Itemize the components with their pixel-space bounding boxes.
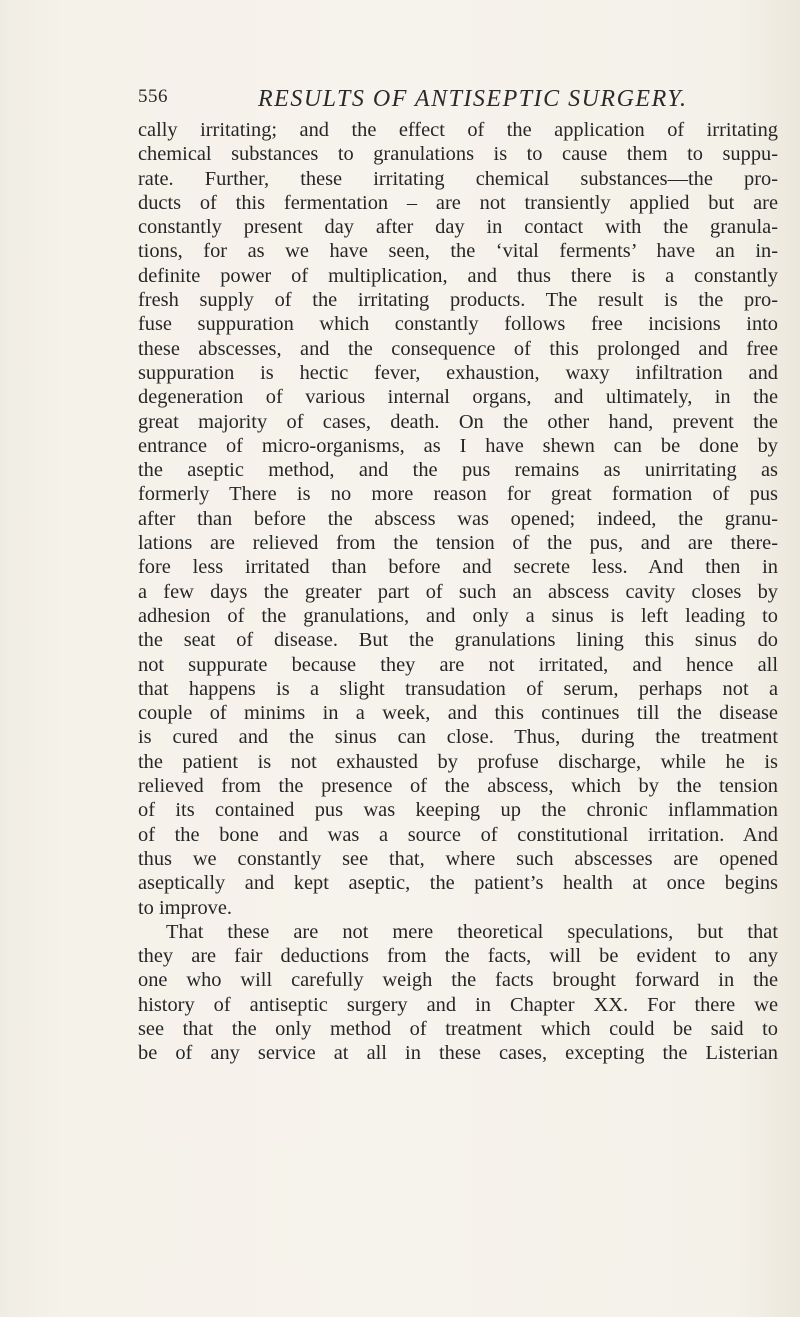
text-line: tions, for as we have seen, the ‘vital ferments’ have an in- [138, 240, 778, 263]
text-line: of its contained pus was keeping up the chronic inflammation [138, 799, 778, 822]
text-line: great majority of cases, death. On the other hand, prevent the [138, 410, 778, 433]
text-line: fresh supply of the irritating products. The result is the pro- [138, 289, 778, 312]
text-line: is cured and the sinus can close. Thus, during the treatment [138, 726, 778, 749]
text-line: not suppurate because they are not irritated, and hence all [138, 653, 778, 676]
text-line: relieved from the presence of the abscess, which by the tension [138, 775, 778, 798]
text-line: rate. Further, these irritating chemical substances—the pro- [138, 167, 778, 190]
text-line: they are fair deductions from the facts, will be evident to any [138, 945, 778, 968]
text-line: formerly There is no more reason for great formation of pus [138, 483, 778, 506]
text-line: of the bone and was a source of constitutional irritation. And [138, 823, 778, 846]
text-line: these abscesses, and the consequence of this prolonged and free [138, 337, 778, 360]
text-line: cally irritating; and the effect of the application of irritating [138, 119, 778, 141]
text-line: entrance of micro-organisms, as I have shewn can be done by [138, 434, 778, 457]
text-line: degeneration of various internal organs, and ultimately, in the [138, 386, 778, 409]
text-line: to improve. [138, 896, 233, 919]
text-line: definite power of multiplication, and thus there is a constantly [138, 264, 778, 287]
body-text [138, 118, 778, 1066]
text-line: the aseptic method, and the pus remains as unirritating as [138, 459, 778, 482]
text-line: couple of minims in a week, and this continues till the disease [138, 702, 778, 725]
text-line: chemical substances to granulations is to cause them to suppu- [138, 143, 778, 166]
text-line: one who will carefully weigh the facts brought forward in the [138, 969, 778, 992]
text-line: lations are relieved from the tension of the pus, and are there- [138, 532, 778, 555]
text-line: constantly present day after day in contact with the granula- [138, 216, 778, 239]
text-line: be of any service at all in these cases, excepting the Listerian [138, 1042, 778, 1065]
text-line: a few days the greater part of such an abscess cavity closes by [138, 580, 778, 603]
text-line: fuse suppuration which constantly follows free incisions into [138, 313, 778, 336]
text-line: ducts of this fermentation – are not transiently applied but are [138, 191, 778, 214]
text-line: That these are not mere theoretical speculations, but that [166, 920, 778, 943]
text-line: history of antiseptic surgery and in Chapter XX. For there we [138, 993, 778, 1016]
text-line: thus we constantly see that, where such abscesses are opened [138, 847, 778, 870]
text-line: the seat of disease. But the granulations lining this sinus do [138, 629, 778, 652]
text-line: adhesion of the granulations, and only a sinus is left leading to [138, 604, 778, 627]
text-line: after than before the abscess was opened; indeed, the granu- [138, 507, 778, 530]
text-line: that happens is a slight transudation of serum, perhaps not a [138, 677, 778, 700]
text-line: suppuration is hectic fever, exhaustion, waxy infiltration and [138, 361, 778, 384]
running-title: RESULTS OF ANTISEPTIC SURGERY. [258, 86, 688, 112]
text-line: the patient is not exhausted by profuse discharge, while he is [138, 750, 778, 773]
text-line: aseptically and kept aseptic, the patient’s health at once begins [138, 872, 778, 895]
text-line: fore less irritated than before and secrete less. And then in [138, 556, 778, 579]
text-line: see that the only method of treatment which could be said to [138, 1017, 778, 1040]
page-number: 556 [138, 86, 168, 107]
